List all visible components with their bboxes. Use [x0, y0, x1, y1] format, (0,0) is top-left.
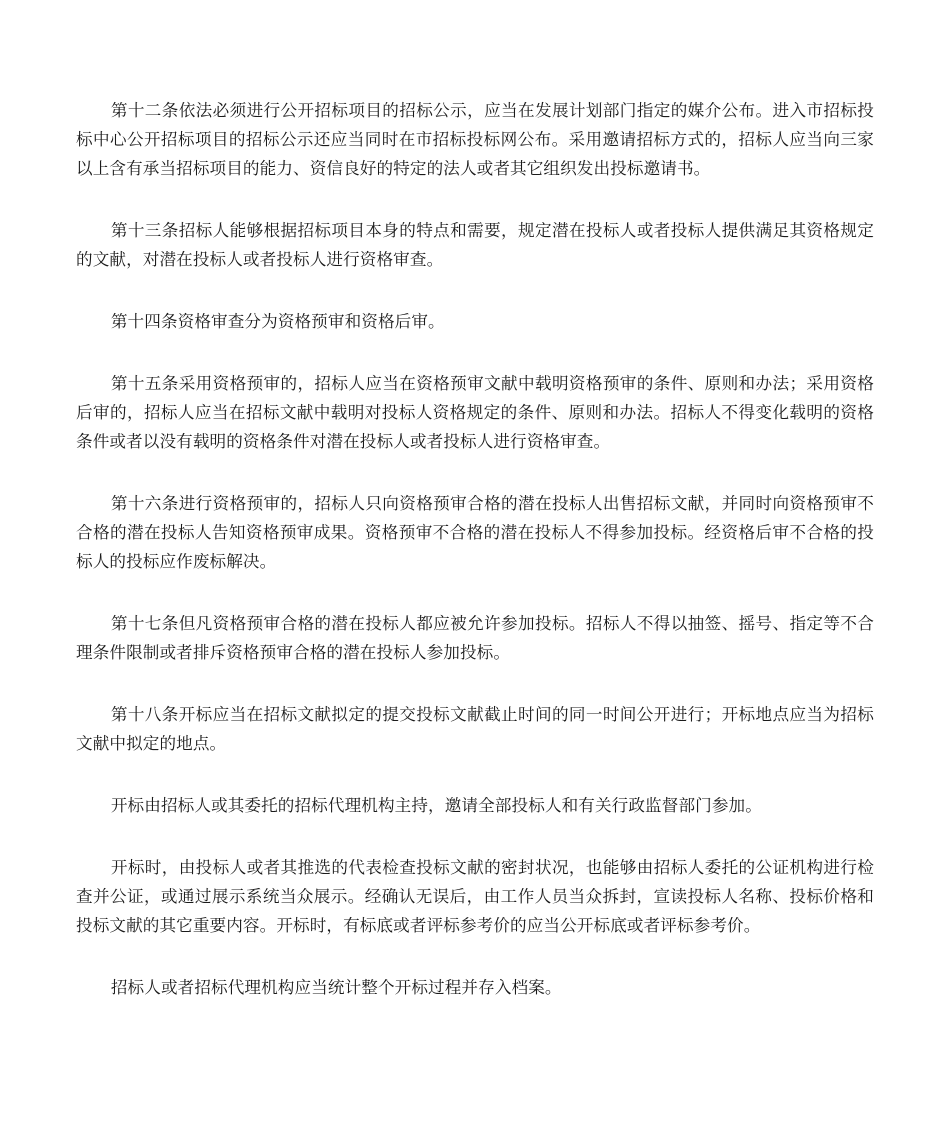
paragraph-article-12: 第十二条依法必须进行公开招标项目的招标公示，应当在发展计划部门指定的媒介公布。进入市招标投标中心公开招标项目的招标公示还应当同时在市招标投标网公布。采用邀请招标方式的，招标人应当向三家以上含有承当招标项目的能力、资信良好的特定的法人或者其它组织发出投标邀请书。 — [76, 101, 874, 178]
paragraph-article-17: 第十七条但凡资格预审合格的潜在投标人都应被允许参加投标。招标人不得以抽签、摇号、指定等不合理条件限制或者排斥资格预审合格的潜在投标人参加投标。 — [76, 614, 874, 662]
paragraph-article-18: 第十八条开标应当在招标文献拟定的提交投标文献截止时间的同一时间公开进行；开标地点应当为招标文献中拟定的地点。 — [76, 705, 874, 753]
paragraph-article-16: 第十六条进行资格预审的，招标人只向资格预审合格的潜在投标人出售招标文献，并同时向资格预审不合格的潜在投标人告知资格预审成果。资格预审不合格的潜在投标人不得参加投标。经资格后审不合格的投标人的投标应作废标解决。 — [76, 494, 874, 571]
paragraph-spacer — [76, 456, 874, 489]
paragraph-spacer — [76, 336, 874, 369]
paragraph-spacer — [76, 667, 874, 700]
paragraph-spacer — [76, 183, 874, 216]
paragraph-spacer — [76, 940, 874, 973]
paragraph-spacer — [76, 820, 874, 853]
paragraph-spacer — [76, 576, 874, 609]
paragraph-opening-record: 招标人或者招标代理机构应当统计整个开标过程并存入档案。 — [110, 978, 562, 997]
paragraph-spacer — [76, 274, 874, 307]
paragraph-spacer — [76, 758, 874, 791]
paragraph-opening-host: 开标由招标人或其委托的招标代理机构主持，邀请全部投标人和有关行政监督部门参加。 — [110, 796, 762, 815]
paragraph-article-14: 第十四条资格审查分为资格预审和资格后审。 — [110, 312, 445, 331]
paragraph-opening-procedure: 开标时，由投标人或者其推选的代表检查投标文献的密封状况，也能够由招标人委托的公证机构进行检查并公证，或通过展示系统当众展示。经确认无误后，由工作人员当众拆封，宣读投标人名称、投标价格和投标文献的其它重要内容。开标时，有标底或者评标参考价的应当公开标底或者评标参考价。 — [76, 858, 874, 935]
document-body — [76, 96, 874, 1002]
paragraph-article-13: 第十三条招标人能够根据招标项目本身的特点和需要，规定潜在投标人或者投标人提供满足其资格规定的文献，对潜在投标人或者投标人进行资格审查。 — [76, 221, 874, 269]
paragraph-article-15: 第十五条采用资格预审的，招标人应当在资格预审文献中载明资格预审的条件、原则和办法；采用资格后审的，招标人应当在招标文献中载明对投标人资格规定的条件、原则和办法。招标人不得变化载明的资格条件或者以没有载明的资格条件对潜在投标人或者投标人进行资格审查。 — [76, 374, 874, 451]
